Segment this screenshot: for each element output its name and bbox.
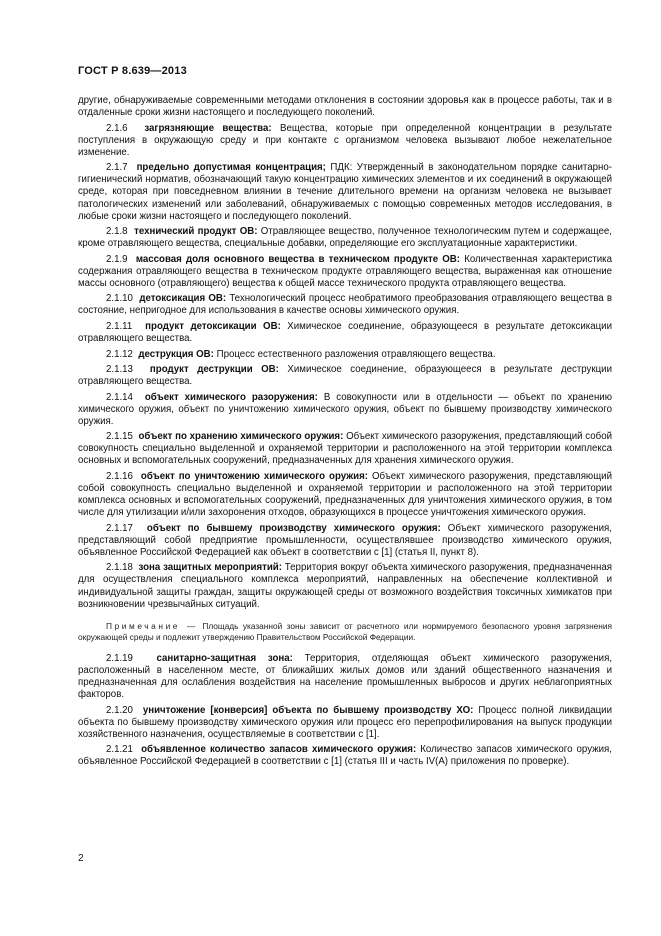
entry-2-1-12: 2.1.12 деструкция ОВ: Процесс естественного разложения отравляющего вещества. [106, 348, 496, 360]
note-paragraph [78, 621, 612, 643]
entry-2-1-18: 2.1.18 зона защитных мероприятий: Территория вокруг объекта химического разоружения, предназначенная для осуществления специального комплекса мероприятий, направленных на обеспечение коллективной и индивидуальной защиты граждан, защиты окружающей среды от возможного воздействия токсичных химикатов при возникновении чрезвычайных ситуаций. [78, 562, 612, 610]
document-header: ГОСТ Р 8.639—2013 [78, 65, 187, 77]
note-text: Площадь указанной зоны зависит от расчетного или нормируемого безопасного уровня загрязнения окружающей среды и подлежит утверждению Правительством Российской Федерации. [78, 620, 612, 642]
entry-2-1-8: 2.1.8 технический продукт ОВ: Отравляющее вещество, полученное технологическим путем и содержащее, кроме отравляющего вещества, специальные добавки, определяющие его эксплуатационные характеристики. [78, 226, 612, 250]
document-body [78, 95, 612, 772]
entry-2-1-20: 2.1.20 уничтожение [конверсия] объекта по бывшему производству ХО: Процесс полной ликвидации объекта по бывшему производству химического оружия или процесс его перепрофилирования на выпуск продукции хозяйственного назначения, осуществляемые в соответствии с [1]. [78, 704, 612, 740]
entry-2-1-9: 2.1.9 массовая доля основного вещества в техническом продукте ОВ: Количественная характеристика содержания отравляющего вещества в техническом продукте отравляющего вещества, выраженная как отношение массы основного (отравляющего) вещества к общей массе технического продукта отравляющего вещества. [78, 253, 612, 289]
entry-2-1-11: 2.1.11 продукт детоксикации ОВ: Химическое соединение, образующееся в результате детоксикации отравляющего вещества. [78, 320, 612, 345]
entry-2-1-17: 2.1.17 объект по бывшему производству химического оружия: Объект химического разоружения, представляющий собой предприятие промышленности, осуществлявшее производство химического оружия, объявленное Российской Федерацией как объект в соответствии с [1] (статья II, пункт 8). [78, 522, 612, 558]
entry-2-1-13: 2.1.13 продукт деструкции ОВ: Химическое соединение, образующееся в результате деструкции отравляющего вещества. [78, 364, 613, 388]
entry-2-1-19: 2.1.19 санитарно-защитная зона: Территория, отделяющая объект химического разоружения, расположенный в населенном месте, от ближайших жилых домов или зданий общественного назначения и предназначенная для ослабления воздействия на население промышленных выбросов и других неблагоприятных факторов. [78, 652, 613, 701]
entries-list [78, 123, 612, 611]
page-number: 2 [78, 853, 84, 864]
entries-list-continued [78, 653, 612, 769]
entry-2-1-15: 2.1.15 объект по хранению химического оружия: Объект химического разоружения, представляющий собой совокупность специально выделенной и охраняемой территории и расположенного на этой территории комплекса основных и вспомогательных сооружений, предназначенных для хранения химического оружия. [78, 431, 613, 467]
entry-2-1-21: 2.1.21 объявленное количество запасов химического оружия: Количество запасов химического оружия, объявленное Российской Федерацией в соответствии с [1] (статья III и часть IV(A) приложения по проверке). [78, 744, 612, 768]
entry-2-1-6: 2.1.6 загрязняющие вещества: Вещества, которые при определенной концентрации в результате поступления в окружающую среду и при контакте с организмом человека вызывают любое нежелательное изменение. [78, 122, 612, 158]
entry-2-1-16: 2.1.16 объект по уничтожению химического оружия: Объект химического разоружения, представляющий собой совокупность специально выделенной и охраняемой территории и расположенного на этой территории комплекса основных и вспомогательных сооружений, предназначенных для уничтожения химического оружия, в том числе для утилизации и/или захоронения отходов, образующихся в процессе уничтожения химического оружия. [78, 470, 612, 519]
entry-2-1-7: 2.1.7 предельно допустимая концентрация; ПДК: Утвержденный в законодательном порядке санитарно-гигиенический норматив, обозначающий такую концентрацию химических элементов и их соединений в окружающей среде, которая при повседневном влиянии в течение длительного времени на организм человека не вызывает патологических изменений или заболеваний, обнаруживаемых с помощью современных методов исследования, в любые сроки жизни настоящего и последующего поколений. [78, 162, 612, 222]
note-label: Примечание — [106, 620, 198, 631]
intro-paragraph: другие, обнаруживаемые современными методами отклонения в состоянии здоровья как в процессе работы, так и в отдаленные сроки жизни настоящего и последующего поколений. [78, 95, 612, 119]
entry-2-1-14: 2.1.14 объект химического разоружения: В совокупности или в отдельности — объект по хранению химического оружия, объект по уничтожению химического оружия, объект по бывшему производству химического оружия. [78, 391, 612, 427]
entry-2-1-10: 2.1.10 детоксикация ОВ: Технологический процесс необратимого преобразования отравляющего вещества в состояние, непригодное для использования в качестве основы химического оружия. [78, 293, 612, 317]
